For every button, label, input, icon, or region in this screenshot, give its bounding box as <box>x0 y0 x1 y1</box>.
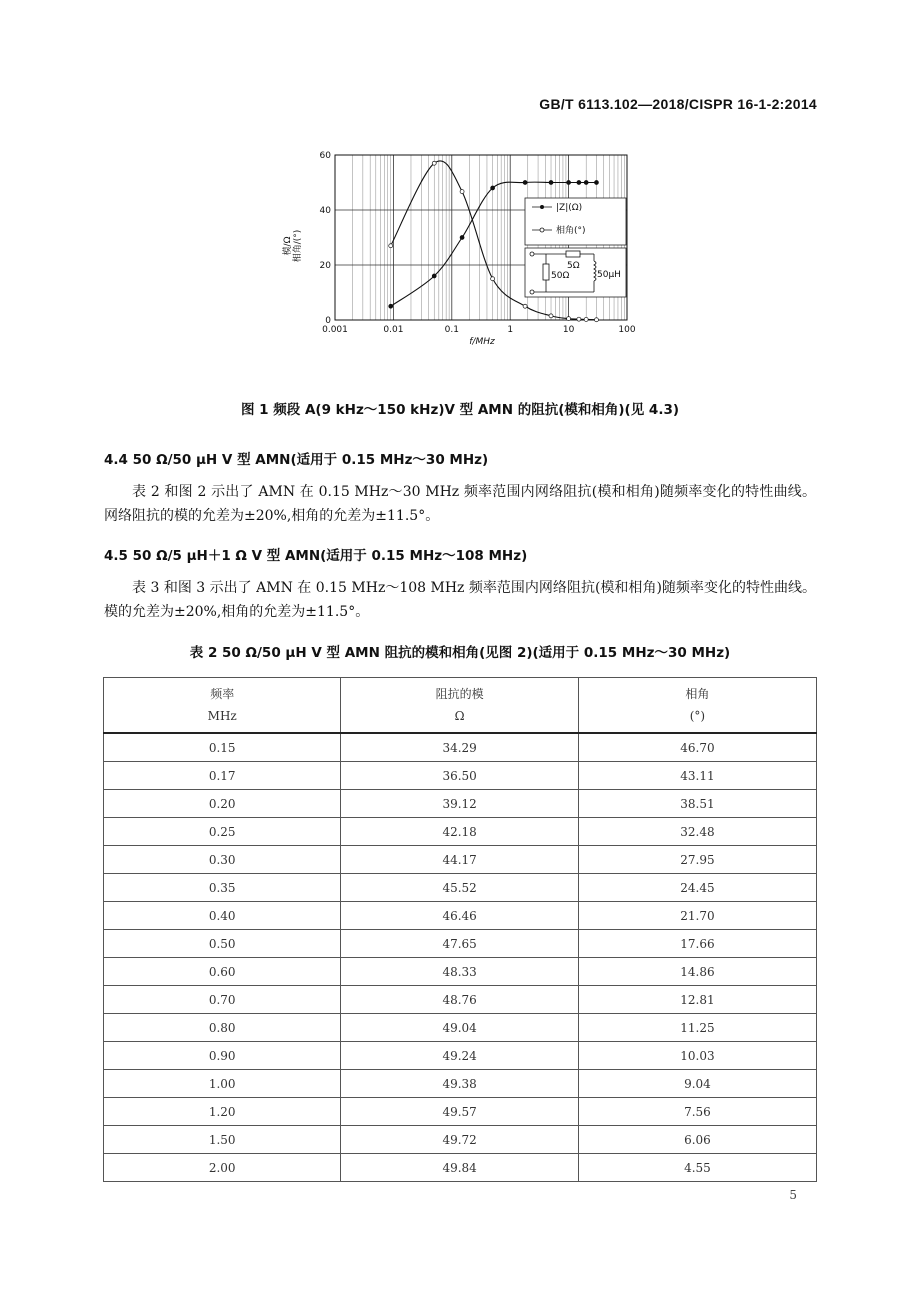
col-phase-unit: (°) <box>689 709 706 723</box>
cell-modulus: 49.72 <box>341 1126 578 1154</box>
chart-legend <box>525 198 626 245</box>
table-row <box>104 986 817 1014</box>
col-modulus-header <box>341 678 578 734</box>
table-row <box>104 1042 817 1070</box>
col-frequency-header <box>104 678 341 734</box>
modulus-point <box>460 236 464 240</box>
cell-frequency: 0.50 <box>104 930 341 958</box>
cell-modulus: 46.46 <box>341 902 578 930</box>
modulus-point <box>389 304 393 308</box>
cell-frequency: 0.90 <box>104 1042 341 1070</box>
cell-modulus: 34.29 <box>341 733 578 762</box>
y-tick-label: 60 <box>319 151 331 161</box>
cell-frequency: 0.40 <box>104 902 341 930</box>
modulus-point <box>491 186 495 190</box>
standard-header: GB/T 6113.102—2018/CISPR 16-1-2:2014 <box>539 96 817 112</box>
cell-frequency: 0.30 <box>104 846 341 874</box>
cell-phase: 46.70 <box>578 733 816 762</box>
circuit-r2-label: 50Ω <box>551 271 570 281</box>
phase-point <box>577 317 581 321</box>
cell-modulus: 49.24 <box>341 1042 578 1070</box>
table-row <box>104 874 817 902</box>
legend-modulus-label: |Z|(Ω) <box>556 203 583 213</box>
cell-phase: 6.06 <box>578 1126 816 1154</box>
impedance-table <box>103 677 817 1182</box>
x-axis-label: f/MHz <box>469 337 495 347</box>
cell-phase: 24.45 <box>578 874 816 902</box>
cell-modulus: 48.76 <box>341 986 578 1014</box>
cell-frequency: 2.00 <box>104 1154 341 1182</box>
phase-point <box>491 277 495 281</box>
cell-frequency: 1.00 <box>104 1070 341 1098</box>
table-row <box>104 790 817 818</box>
col-frequency-title: 频率 <box>210 687 235 701</box>
cell-frequency: 1.20 <box>104 1098 341 1126</box>
y-tick-label: 0 <box>325 316 331 326</box>
x-tick-label: 0.001 <box>322 325 348 335</box>
cell-modulus: 49.04 <box>341 1014 578 1042</box>
cell-modulus: 49.57 <box>341 1098 578 1126</box>
cell-modulus: 48.33 <box>341 958 578 986</box>
cell-phase: 21.70 <box>578 902 816 930</box>
cell-phase: 43.11 <box>578 762 816 790</box>
resistor-5ohm <box>566 251 580 257</box>
circuit-terminal-bottom <box>530 290 534 294</box>
table-row <box>104 762 817 790</box>
cell-phase: 27.95 <box>578 846 816 874</box>
table-row <box>104 733 817 762</box>
legend-phase-marker <box>540 228 544 232</box>
section-4-5-text: 表 3 和图 3 示出了 AMN 在 0.15 MHz～108 MHz 频率范围内网络阻抗(模和相角)随频率变化的特性曲线。模的允差为±20%,相角的允差为±11.5°。 <box>104 580 816 620</box>
cell-modulus: 36.50 <box>341 762 578 790</box>
cell-frequency: 0.17 <box>104 762 341 790</box>
table-caption: 表 2 50 Ω/50 μH V 型 AMN 阻抗的模和相角(见图 2)(适用于 0.15 MHz～30 MHz) <box>189 645 731 661</box>
y-tick-label: 20 <box>319 261 331 271</box>
cell-frequency: 0.35 <box>104 874 341 902</box>
phase-point <box>594 318 598 322</box>
table-row <box>104 1098 817 1126</box>
cell-modulus: 47.65 <box>341 930 578 958</box>
impedance-chart <box>270 140 670 355</box>
modulus-point <box>594 181 598 185</box>
cell-phase: 14.86 <box>578 958 816 986</box>
cell-modulus: 49.38 <box>341 1070 578 1098</box>
page-number: 5 <box>789 1188 797 1202</box>
y-axis-label-1: 模/Ω <box>283 236 293 256</box>
modulus-point <box>577 181 581 185</box>
section-4-5-heading: 4.5 50 Ω/5 μH＋1 Ω V 型 AMN(适用于 0.15 MHz～108 MHz) <box>104 548 528 564</box>
phase-point <box>460 190 464 194</box>
cell-modulus: 42.18 <box>341 818 578 846</box>
cell-frequency: 0.20 <box>104 790 341 818</box>
y-tick-label: 40 <box>319 206 331 216</box>
table-header-row <box>104 678 817 734</box>
figure-caption: 图 1 频段 A(9 kHz～150 kHz)V 型 AMN 的阻抗(模和相角)(见 4.3) <box>240 402 680 418</box>
circuit-l-label: 50μH <box>597 270 621 280</box>
modulus-point <box>584 181 588 185</box>
section-4-4-heading: 4.4 50 Ω/50 μH V 型 AMN(适用于 0.15 MHz～30 MHz) <box>104 452 489 468</box>
modulus-point <box>432 274 436 278</box>
cell-frequency: 0.70 <box>104 986 341 1014</box>
phase-point <box>549 314 553 318</box>
cell-frequency: 0.60 <box>104 958 341 986</box>
modulus-point <box>549 181 553 185</box>
cell-modulus: 39.12 <box>341 790 578 818</box>
table-row <box>104 846 817 874</box>
col-modulus-unit: Ω <box>454 709 465 723</box>
cell-phase: 38.51 <box>578 790 816 818</box>
table-row <box>104 1126 817 1154</box>
x-tick-label: 1 <box>507 325 514 335</box>
legend-phase-label: 相角(°) <box>556 226 586 236</box>
cell-phase: 17.66 <box>578 930 816 958</box>
cell-frequency: 0.80 <box>104 1014 341 1042</box>
section-4-4-text: 表 2 和图 2 示出了 AMN 在 0.15 MHz～30 MHz 频率范围内网络阻抗(模和相角)随频率变化的特性曲线。网络阻抗的模的允差为±20%,相角的允差为±11.5°。 <box>104 484 816 524</box>
phase-point <box>432 161 436 165</box>
table-row <box>104 1154 817 1182</box>
x-tick-label: 0.01 <box>383 325 404 335</box>
col-modulus-title: 阻抗的模 <box>435 687 484 701</box>
phase-point <box>523 304 527 308</box>
phase-point <box>389 244 393 248</box>
cell-frequency: 1.50 <box>104 1126 341 1154</box>
table-row <box>104 902 817 930</box>
table-row <box>104 958 817 986</box>
legend-modulus-marker <box>540 205 544 209</box>
col-frequency-unit: MHz <box>207 709 237 723</box>
modulus-point <box>523 181 527 185</box>
table-row <box>104 930 817 958</box>
circuit-r1-label: 5Ω <box>567 261 580 271</box>
circuit-diagram <box>525 248 626 297</box>
table-row <box>104 1014 817 1042</box>
cell-phase: 11.25 <box>578 1014 816 1042</box>
x-tick-label: 0.1 <box>444 325 459 335</box>
table-row <box>104 818 817 846</box>
circuit-terminal-top <box>530 252 534 256</box>
phase-point <box>584 317 588 321</box>
col-phase-title: 相角 <box>685 687 710 701</box>
cell-modulus: 45.52 <box>341 874 578 902</box>
col-phase-header <box>578 678 816 734</box>
table-row <box>104 1070 817 1098</box>
cell-phase: 32.48 <box>578 818 816 846</box>
cell-phase: 10.03 <box>578 1042 816 1070</box>
modulus-point <box>567 181 571 185</box>
y-axis-label-2: 相角/(°) <box>293 229 303 263</box>
cell-phase: 4.55 <box>578 1154 816 1182</box>
cell-frequency: 0.15 <box>104 733 341 762</box>
cell-phase: 12.81 <box>578 986 816 1014</box>
cell-modulus: 44.17 <box>341 846 578 874</box>
phase-point <box>567 317 571 321</box>
x-tick-label: 100 <box>618 325 636 335</box>
x-tick-label: 10 <box>562 325 575 335</box>
cell-phase: 7.56 <box>578 1098 816 1126</box>
cell-frequency: 0.25 <box>104 818 341 846</box>
cell-phase: 9.04 <box>578 1070 816 1098</box>
cell-modulus: 49.84 <box>341 1154 578 1182</box>
resistor-50ohm <box>543 264 549 280</box>
